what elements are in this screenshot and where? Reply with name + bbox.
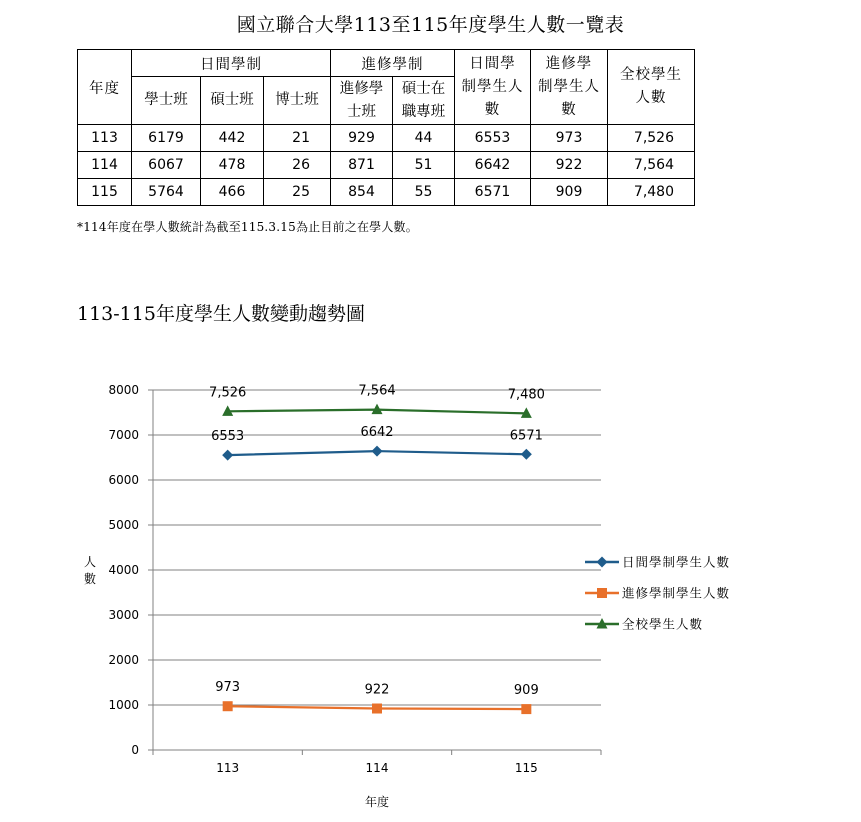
data-point <box>223 701 233 711</box>
chart-heading: 113-115年度學生人數變動趨勢圖 <box>77 303 365 325</box>
cell-year: 113 <box>78 125 132 152</box>
legend-entry: 日間學制學生人數 <box>622 554 731 570</box>
data-label: 909 <box>513 683 539 699</box>
data-label: 7,480 <box>507 387 545 403</box>
page-title: 國立聯合大學113至115年度學生人數一覽表 <box>236 14 625 36</box>
legend-entry: 進修學制學生人數 <box>622 585 731 601</box>
cell-master: 478 <box>201 152 264 179</box>
y-axis-label: 人數 <box>83 555 97 586</box>
eve-bachelor-header: 進修學 士班 <box>331 77 393 125</box>
x-axis-label: 年度 <box>364 795 390 809</box>
y-tick-label: 5000 <box>108 518 139 532</box>
data-point <box>521 449 532 460</box>
cell-master: 466 <box>201 179 264 206</box>
data-label: 922 <box>364 682 390 698</box>
cell-school-total: 7,564 <box>608 152 695 179</box>
cell-eve-total: 922 <box>531 152 608 179</box>
data-label: 973 <box>215 680 241 696</box>
x-tick-label: 115 <box>514 761 538 775</box>
data-point <box>222 450 233 461</box>
data-label: 7,526 <box>209 385 247 401</box>
data-point <box>372 446 383 457</box>
y-tick-label: 4000 <box>108 563 139 577</box>
cell-eve-master: 51 <box>393 152 455 179</box>
legend-marker <box>597 557 608 568</box>
legend-entry: 全校學生人數 <box>622 616 704 632</box>
phd-header: 博士班 <box>264 77 331 125</box>
x-tick-label: 114 <box>365 761 389 775</box>
cell-eve-bachelor: 929 <box>331 125 393 152</box>
cell-bachelor: 5764 <box>132 179 201 206</box>
cell-eve-bachelor: 854 <box>331 179 393 206</box>
y-tick-label: 0 <box>131 743 139 757</box>
cell-school-total: 7,526 <box>608 125 695 152</box>
cell-eve-total: 909 <box>531 179 608 206</box>
cell-bachelor: 6179 <box>132 125 201 152</box>
data-label: 6571 <box>509 428 543 444</box>
cell-school-total: 7,480 <box>608 179 695 206</box>
cell-eve-bachelor: 871 <box>331 152 393 179</box>
y-tick-label: 3000 <box>108 608 139 622</box>
data-point <box>521 704 531 714</box>
eve-total-header: 進修學 制學生人數 <box>531 50 608 125</box>
data-label: 6642 <box>360 425 394 441</box>
y-tick-label: 8000 <box>108 383 139 397</box>
cell-year: 115 <box>78 179 132 206</box>
year-header: 年度 <box>78 50 132 125</box>
y-tick-label: 6000 <box>108 473 139 487</box>
school-total-header: 全校學生 人數 <box>608 50 695 125</box>
data-label: 7,564 <box>358 383 396 399</box>
day-total-header: 日間學 制學生人數 <box>455 50 531 125</box>
data-label: 6553 <box>211 429 245 445</box>
data-point <box>372 704 382 714</box>
cell-phd: 25 <box>264 179 331 206</box>
day-group-header: 日間學制 <box>132 50 331 77</box>
legend-marker <box>597 588 607 598</box>
cell-eve-total: 973 <box>531 125 608 152</box>
x-tick-label: 113 <box>216 761 240 775</box>
cell-phd: 26 <box>264 152 331 179</box>
y-tick-label: 7000 <box>108 428 139 442</box>
cell-bachelor: 6067 <box>132 152 201 179</box>
y-tick-label: 2000 <box>108 653 139 667</box>
cell-day-total: 6553 <box>455 125 531 152</box>
y-tick-label: 1000 <box>108 698 139 712</box>
cell-day-total: 6642 <box>455 152 531 179</box>
cell-master: 442 <box>201 125 264 152</box>
master-header: 碩士班 <box>201 77 264 125</box>
cell-eve-master: 44 <box>393 125 455 152</box>
eve-master-header: 碩士在 職專班 <box>393 77 455 125</box>
bachelor-header: 學士班 <box>132 77 201 125</box>
cell-day-total: 6571 <box>455 179 531 206</box>
cell-eve-master: 55 <box>393 179 455 206</box>
cell-year: 114 <box>78 152 132 179</box>
eve-group-header: 進修學制 <box>331 50 455 77</box>
cell-phd: 21 <box>264 125 331 152</box>
table-note: *114年度在學人數統計為截至115.3.15為止目前之在學人數。 <box>77 220 418 234</box>
